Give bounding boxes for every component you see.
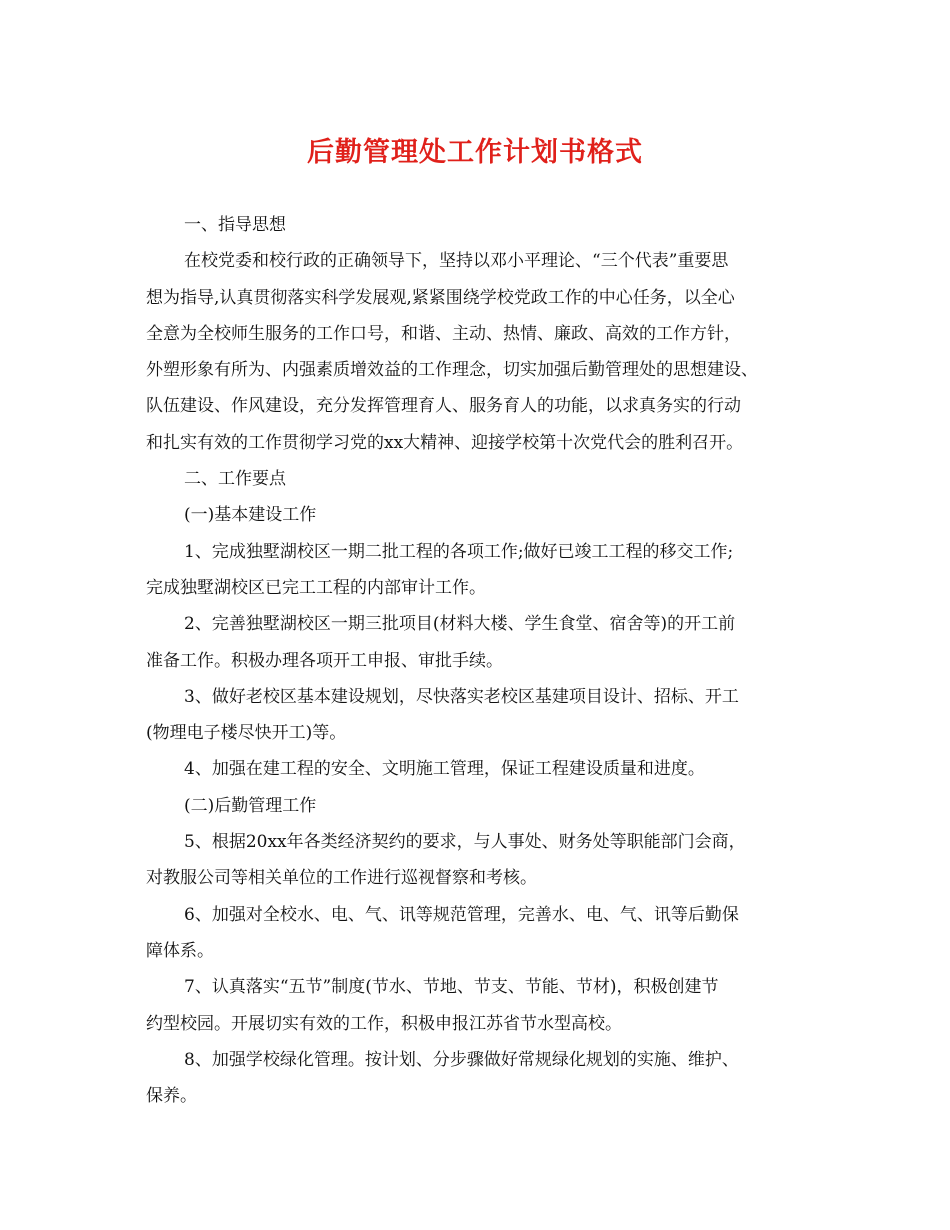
paragraph-line: 2、完善独墅湖校区一期三批项目(材料大楼、学生食堂、宿舍等)的开工前 bbox=[184, 614, 736, 635]
paragraph bbox=[146, 969, 810, 1042]
paragraph-line: 4、加强在建工程的安全、文明施工管理，保证工程建设质量和进度。 bbox=[184, 759, 705, 780]
paragraph bbox=[146, 534, 810, 607]
paragraph-line: 准备工作。积极办理各项开工申报、审批手续。 bbox=[146, 650, 503, 671]
paragraph-line: 约型校园。开展切实有效的工作，积极申报江苏省节水型高校。 bbox=[146, 1013, 622, 1034]
paragraph-line: 在校党委和校行政的正确领导下，坚持以邓小平理论、“三个代表”重要思 bbox=[184, 251, 729, 272]
paragraph bbox=[146, 751, 810, 787]
paragraph-line: 3、做好老校区基本建设规划，尽快落实老校区基建项目设计、招标、开工 bbox=[184, 686, 739, 707]
paragraph-line: 想为指导,认真贯彻落实科学发展观,紧紧围绕学校党政工作的中心任务，以全心 bbox=[146, 287, 735, 308]
paragraph-line: 外塑形象有所为、内强素质增效益的工作理念，切实加强后勤管理处的思想建设、 bbox=[146, 360, 758, 381]
paragraph bbox=[146, 606, 810, 679]
document-title: 后勤管理处工作计划书格式 bbox=[307, 137, 643, 168]
paragraph bbox=[146, 679, 810, 752]
section-heading: (一)基本建设工作 bbox=[184, 505, 317, 526]
paragraph-line: 6、加强对全校水、电、气、讯等规范管理，完善水、电、气、讯等后勤保 bbox=[184, 904, 739, 925]
paragraph-line: 对教服公司等相关单位的工作进行巡视督察和考核。 bbox=[146, 868, 537, 889]
paragraph-line: 队伍建设、作风建设，充分发挥管理育人、服务育人的功能，以求真务实的行动 bbox=[146, 396, 741, 417]
paragraph bbox=[146, 824, 810, 897]
paragraph-line: 1、完成独墅湖校区一期二批工程的各项工作;做好已竣工工程的移交工作; bbox=[184, 541, 734, 562]
paragraph-line: 8、加强学校绿化管理。按计划、分步骤做好常规绿化规划的实施、维护、 bbox=[184, 1049, 739, 1070]
paragraph-line: 障体系。 bbox=[146, 940, 214, 961]
paragraph-line: (物理电子楼尽快开工)等。 bbox=[146, 723, 347, 744]
paragraph-line: 7、认真落实“五节”制度(节水、节地、节支、节能、节材)，积极创建节 bbox=[184, 977, 719, 998]
section-heading: 一、指导思想 bbox=[184, 215, 286, 235]
section-heading: (二)后勤管理工作 bbox=[184, 795, 317, 816]
paragraph bbox=[146, 243, 810, 461]
paragraph-line: 保养。 bbox=[146, 1086, 197, 1107]
paragraph bbox=[146, 897, 810, 970]
document-body bbox=[146, 207, 810, 1114]
paragraph-line: 完成独墅湖校区已完工工程的内部审计工作。 bbox=[146, 577, 486, 598]
section-heading: 二、工作要点 bbox=[184, 469, 286, 490]
paragraph bbox=[146, 1042, 810, 1115]
paragraph-line: 和扎实有效的工作贯彻学习党的xx大精神、迎接学校第十次党代会的胜利召开。 bbox=[146, 432, 744, 453]
paragraph-line: 5、根据20xx年各类经济契约的要求，与人事处、财务处等职能部门会商， bbox=[184, 832, 746, 853]
paragraph-line: 全意为全校师生服务的工作口号，和谐、主动、热情、廉政、高效的工作方针， bbox=[146, 323, 741, 344]
